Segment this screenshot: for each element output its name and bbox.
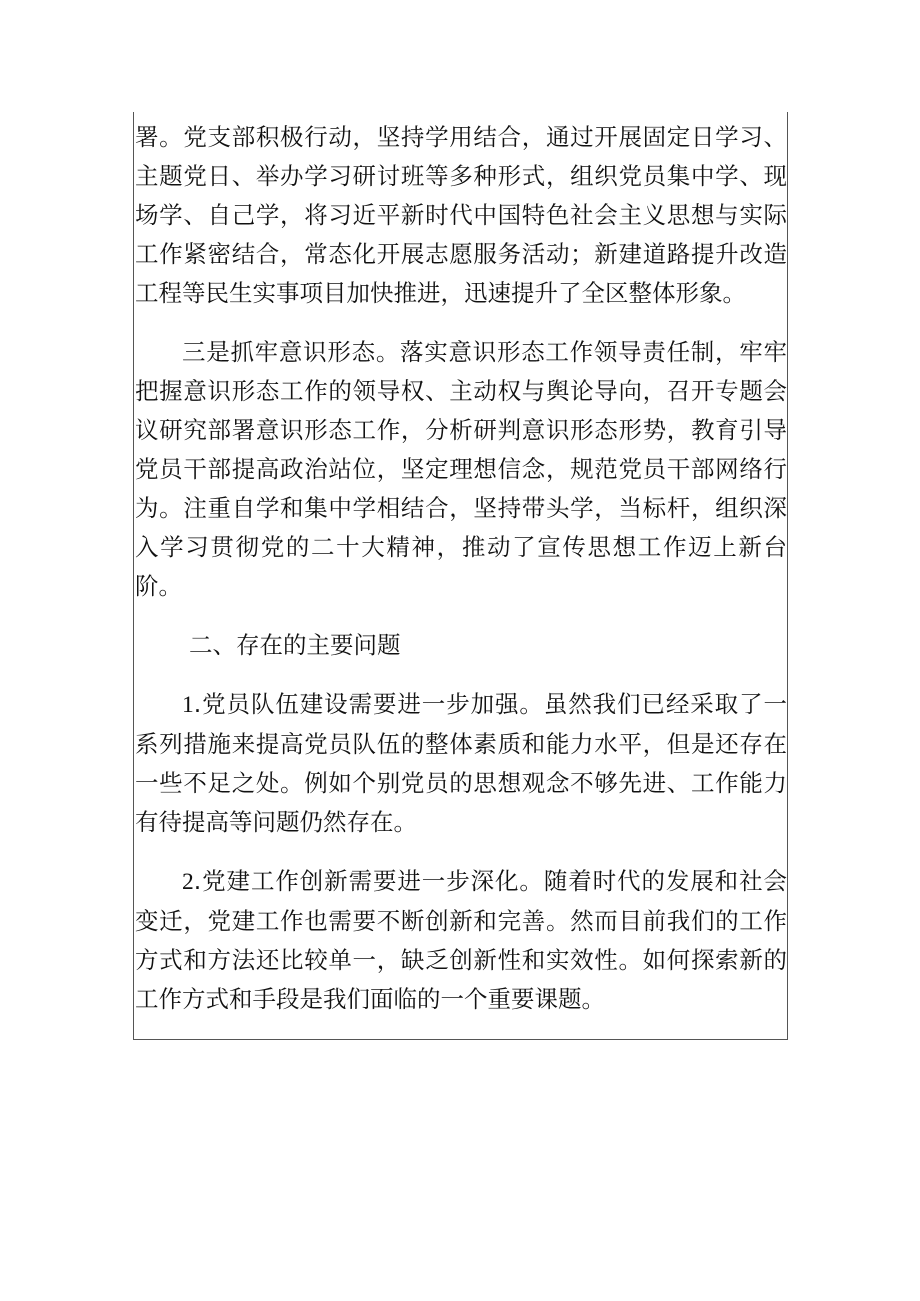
item-text: .党建工作创新需要进一步深化。随着时代的发展和社会变迁，党建工作也需要不断创新和完善。然而目前我们的工作方式和方法还比较单一，缺乏创新性和实效性。如何探索新的工作方式和手段是我们面临的一个重要课题。 <box>135 867 787 1013</box>
paragraph-continuation: 署。党支部积极行动，坚持学用结合，通过开展固定日学习、主题党日、举办学习研讨班等多种形式，组织党员集中学、现场学、自己学，将习近平新时代中国特色社会主义思想与实际工作紧密结合，常态化开展志愿服务活动；新建道路提升改造工程等民生实事项目加快推进，迅速提升了全区整体形象。 <box>135 123 787 307</box>
problem-item-2 <box>135 862 787 1019</box>
document-body <box>135 118 787 1019</box>
item-number: 2 <box>182 869 194 895</box>
paragraph-ideology: 三是抓牢意识形态。落实意识形态工作领导责任制，牢牢把握意识形态工作的领导权、主动权与舆论导向，召开专题会议研究部署意识形态工作，分析研判意识形态形势，教育引导党员干部提高政治站位，坚定理想信念，规范党员干部网络行为。注重自学和集中学相结合，坚持带头学，当标杆，组织深入学习贯彻党的二十大精神，推动了宣传思想工作迈上新台阶。 <box>135 338 787 600</box>
item-number: 1 <box>182 692 194 718</box>
section-heading: 二、存在的主要问题 <box>189 631 401 659</box>
item-text: .党员队伍建设需要进一步加强。虽然我们已经采取了一系列措施来提高党员队伍的整体素质和能力水平，但是还存在一些不足之处。例如个别党员的思想观念不够先进、工作能力有待提高等问题仍然存在。 <box>135 690 787 836</box>
problem-item-1 <box>135 685 787 842</box>
